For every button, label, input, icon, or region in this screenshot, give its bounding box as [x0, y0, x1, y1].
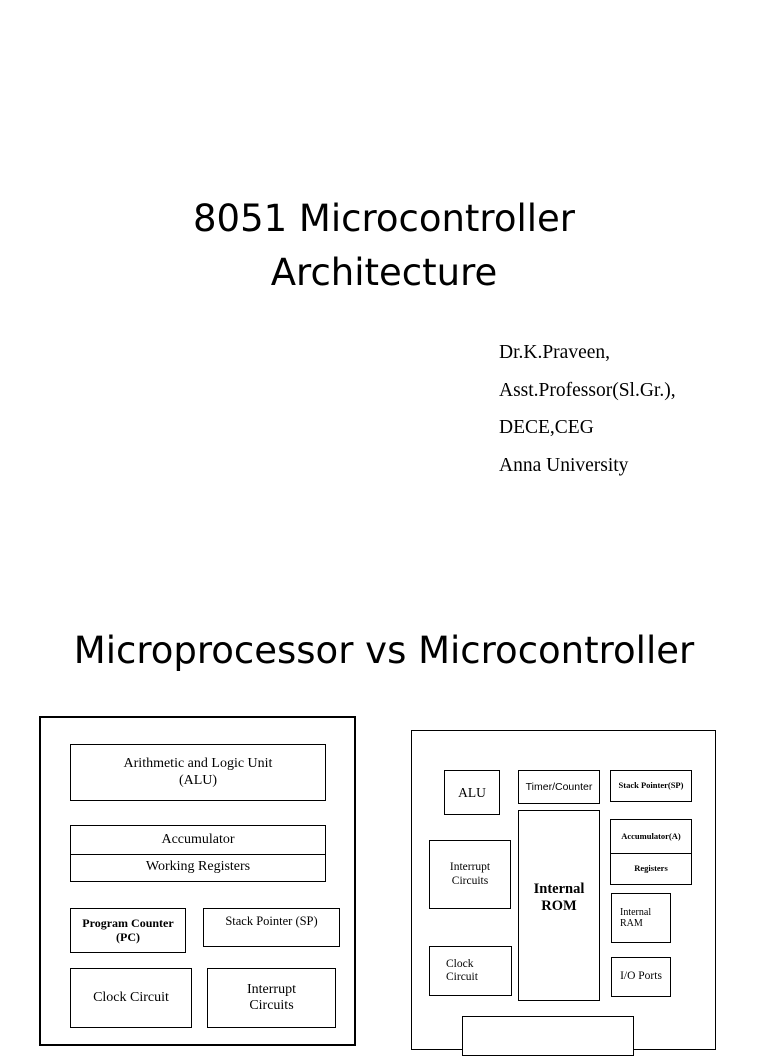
mc-clock-line2: Circuit — [446, 971, 478, 983]
slide-title-line2: Architecture — [270, 251, 498, 294]
mc-internal-rom-block — [518, 810, 600, 1001]
author-block — [499, 334, 676, 484]
mc-accumulator-block — [610, 819, 692, 855]
author-department: DECE,CEG — [499, 417, 594, 438]
mc-internal-rom-line1: Internal — [533, 881, 585, 897]
mc-timer-counter-label: Timer/Counter — [525, 780, 593, 793]
mc-io-ports-label: I/O Ports — [620, 970, 662, 983]
mp-program-counter-line1: Program Counter — [82, 915, 174, 930]
mp-clock-circuit-block — [70, 968, 192, 1028]
mp-program-counter-block — [70, 908, 186, 953]
mc-alu-label: ALU — [458, 784, 486, 800]
mp-accumulator-label: Accumulator — [161, 831, 235, 847]
mp-stack-pointer-block — [203, 908, 340, 947]
mc-interrupt-line1: Interrupt — [449, 861, 491, 874]
mc-internal-rom-line2: ROM — [541, 897, 577, 914]
comparison-slide — [0, 590, 768, 1024]
mc-timer-counter-block — [518, 770, 600, 804]
mp-interrupt-line2: Circuits — [249, 998, 294, 1013]
microprocessor-diagram — [39, 716, 356, 1046]
mc-internal-ram-block — [611, 893, 671, 943]
mp-interrupt-line1: Interrupt — [247, 981, 296, 997]
mc-io-ports-block — [611, 957, 671, 997]
mp-stack-pointer-label: Stack Pointer (SP) — [225, 914, 318, 928]
mp-working-registers-block — [70, 854, 326, 882]
mc-stack-pointer-label: Stack Pointer(SP) — [618, 780, 684, 791]
mc-registers-block — [610, 853, 692, 885]
mc-stack-pointer-block — [610, 770, 692, 802]
mp-working-registers-label: Working Registers — [145, 859, 251, 875]
author-designation: Asst.Professor(Sl.Gr.), — [499, 379, 676, 401]
microcontroller-diagram — [411, 730, 716, 1050]
mc-bottom-block — [462, 1016, 634, 1056]
comparison-title: Microprocessor vs Microcontroller — [73, 629, 695, 672]
mp-interrupt-circuits-block — [207, 968, 336, 1028]
mc-internal-ram-line1: Internal — [620, 906, 652, 918]
mp-alu-label-line1: Arithmetic and Logic Unit — [123, 756, 273, 772]
mc-accumulator-label: Accumulator(A) — [621, 831, 681, 842]
mc-clock-circuit-block — [429, 946, 512, 996]
mp-program-counter-line2: (PC) — [116, 929, 140, 944]
mp-accumulator-block — [70, 825, 326, 855]
mc-registers-label: Registers — [634, 863, 668, 874]
mc-interrupt-line2: Circuits — [451, 874, 489, 887]
slide-title-line1: 8051 Microcontroller — [192, 197, 575, 240]
author-name: Dr.K.Praveen, — [499, 342, 611, 363]
author-university: Anna University — [499, 454, 629, 476]
mp-alu-label-line2: (ALU) — [178, 772, 218, 788]
mp-alu-block — [70, 744, 326, 801]
mp-clock-circuit-label: Clock Circuit — [93, 989, 169, 1005]
mc-clock-line1: Clock — [446, 957, 474, 970]
mc-interrupt-circuits-block — [429, 840, 511, 909]
mc-internal-ram-line2: RAM — [620, 918, 643, 929]
mc-alu-block — [444, 770, 500, 815]
slide-title — [0, 192, 768, 300]
